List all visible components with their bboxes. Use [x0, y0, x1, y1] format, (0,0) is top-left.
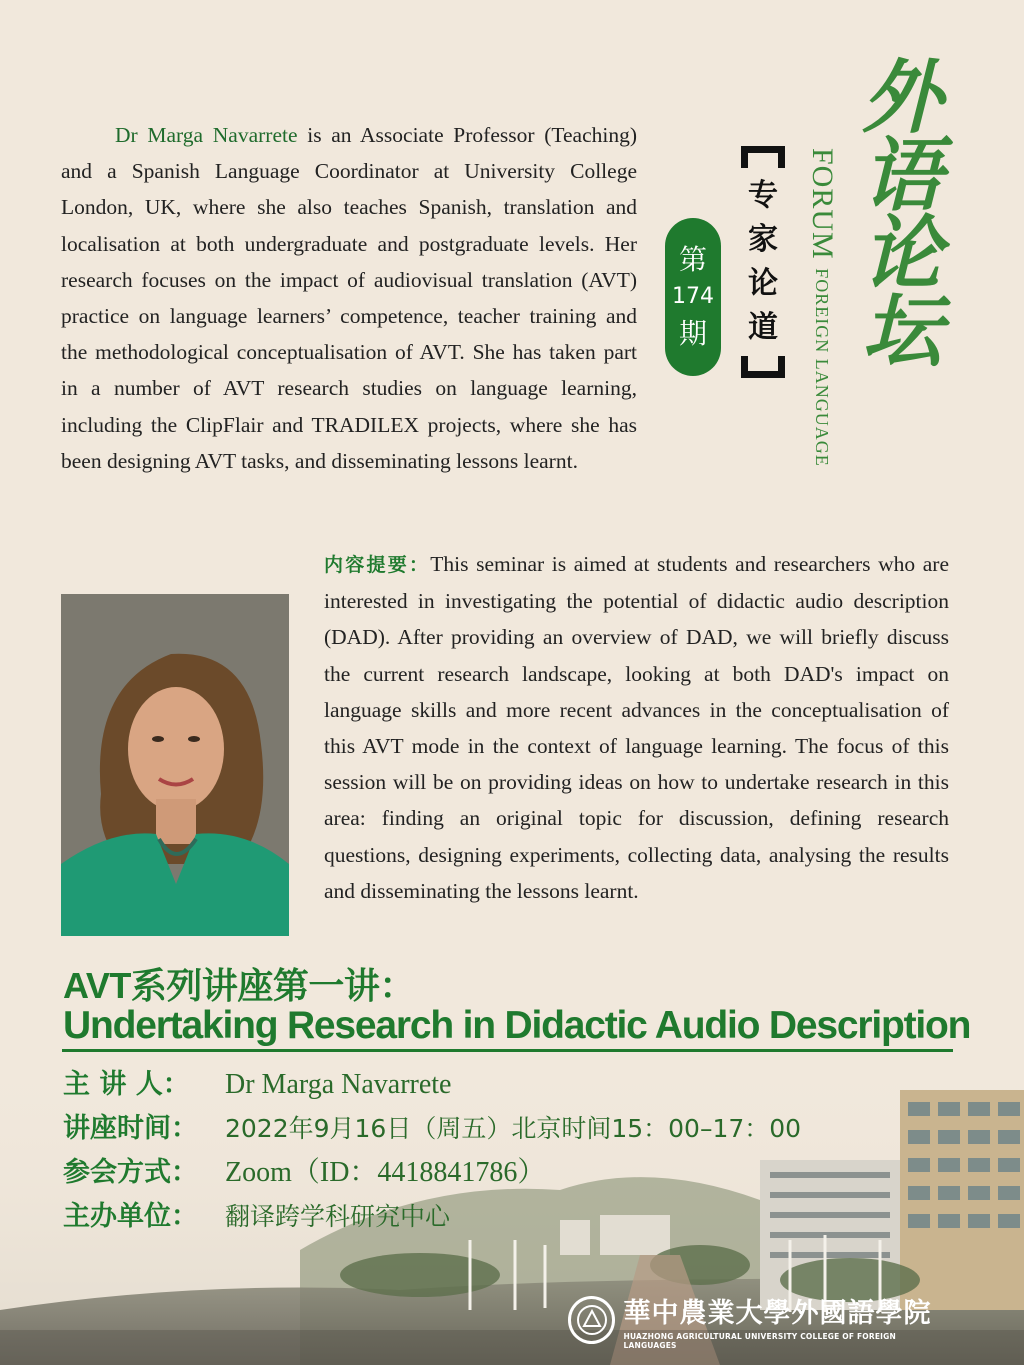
- expert-char: 论: [748, 266, 778, 301]
- issue-prefix: 第: [678, 243, 707, 276]
- host-value: 翻译跨学科研究中心: [225, 1202, 451, 1231]
- info-row-speaker: [63, 1062, 801, 1106]
- logo-char: 语: [862, 128, 942, 222]
- host-key: 主办单位：: [63, 1201, 198, 1232]
- expert-char: 专: [748, 178, 778, 213]
- time-key: 讲座时间：: [63, 1113, 198, 1144]
- issue-badge: [665, 218, 721, 376]
- method-key: 参会方式：: [63, 1157, 198, 1188]
- issue-suffix: 期: [678, 317, 707, 350]
- title-divider: [62, 1049, 953, 1052]
- speaker-bio: [61, 117, 637, 479]
- expert-char: 家: [748, 222, 778, 257]
- info-row-method: [63, 1150, 801, 1194]
- logo-char: 外: [862, 50, 942, 144]
- college-name-english: HUAZHONG AGRICULTURAL UNIVERSITY COLLEGE OF FOREIGN LANGUAGES: [623, 1331, 896, 1350]
- college-name-chinese: 華中農業大學外國語學院: [623, 1297, 932, 1329]
- info-row-time: [63, 1106, 801, 1150]
- expert-column: [738, 146, 788, 378]
- forum-logo-chinese: [842, 50, 962, 378]
- forum-logo-english: [806, 148, 838, 467]
- time-value: 2022年9月16日（周五）北京时间15：00–17：00: [225, 1114, 802, 1143]
- abstract-label: 内容提要：: [324, 554, 431, 576]
- bracket-top-icon: [741, 146, 785, 168]
- speaker-value: Dr Marga Navarrete: [225, 1069, 452, 1100]
- lecture-info: [63, 1062, 801, 1238]
- info-row-host: [63, 1194, 801, 1238]
- college-logo: [568, 1292, 948, 1348]
- bracket-bottom-icon: [741, 356, 785, 378]
- bio-text: is an Associate Professor (Teaching) and a Spanish Language Coordinator at University College London, UK, where she also teaches Spanish, translation and localisation at both undergraduate and postgraduate levels. Her research focuses on the impact of audiovisual translation (AVT) practice on language learners’ competence, teacher training and the methodological conceptualisation of AVT. She has taken part in a number of AVT research studies on language learning, including the ClipFlair and TRADILEX projects, where she has been designing AVT tasks, and disseminating lessons learnt.: [61, 123, 637, 473]
- lecture-series-title: AVT系列讲座第一讲：: [63, 965, 415, 1006]
- speaker-portrait-icon: [61, 594, 289, 936]
- university-seal-icon: [568, 1296, 615, 1344]
- speaker-key: 主 讲 人：: [63, 1069, 190, 1100]
- method-value: Zoom（ID：4418841786）: [225, 1157, 546, 1188]
- logo-en-forum: FORUM: [806, 148, 839, 260]
- speaker-photo: [61, 594, 289, 936]
- logo-char: 论: [862, 206, 942, 300]
- abstract-text: This seminar is aimed at students and researchers who are interested in investigating the potential of didactic audio description (DAD). After providing an overview of DAD, we will briefly discuss the current research landscape, looking at both DAD's impact on language skills and more recent advances in the conceptualisation of this AVT mode in the context of language learning. The focus of this session will be on providing ideas on how to undertake research in this area: finding an original topic for discussion, defining research questions, designing experiments, collecting data, analysing the results and disseminating the lessons learnt.: [324, 552, 949, 903]
- issue-number: 174: [672, 284, 714, 309]
- expert-char: 道: [748, 310, 778, 345]
- speaker-name: Dr Marga Navarrete: [115, 123, 298, 147]
- logo-en-foreign-language: FOREIGN LANGUAGE: [812, 268, 832, 467]
- abstract: [324, 546, 949, 909]
- logo-char: 坛: [862, 284, 942, 378]
- lecture-title: Undertaking Research in Didactic Audio Description: [63, 1004, 971, 1047]
